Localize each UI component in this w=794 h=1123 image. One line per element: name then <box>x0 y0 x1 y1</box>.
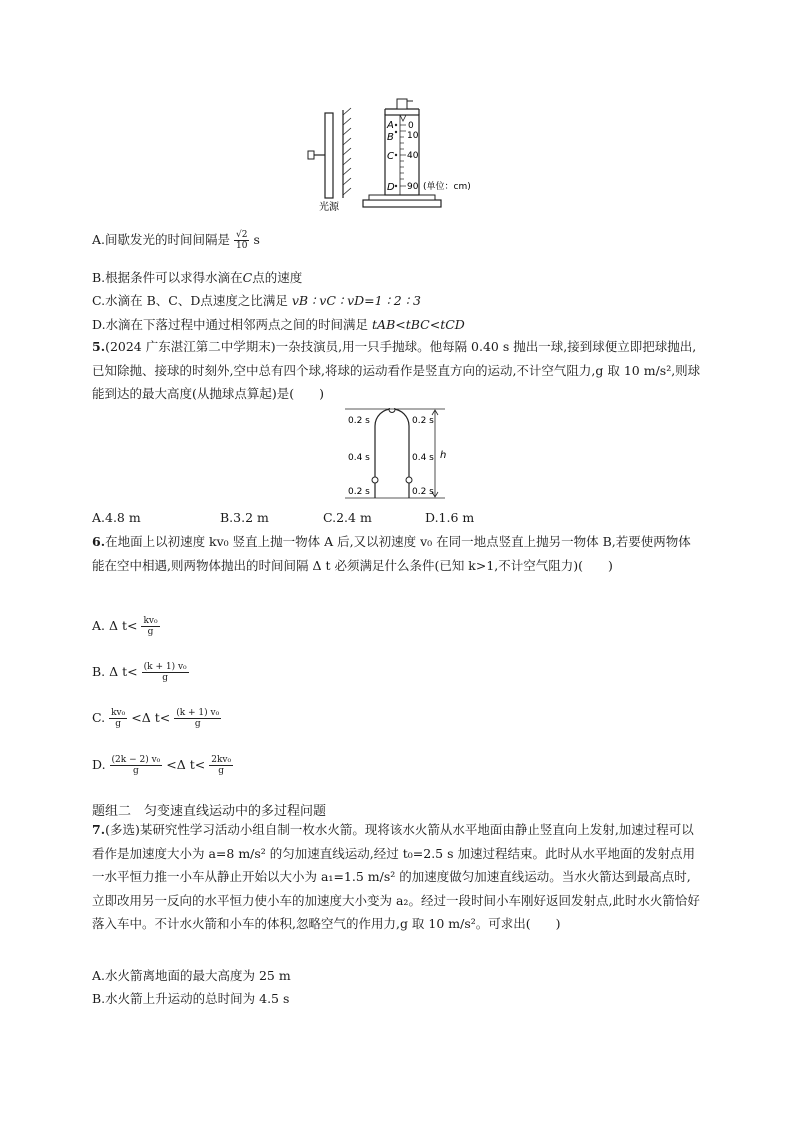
juggling-figure <box>345 408 475 504</box>
q5-option-d: D.1.6 m <box>425 510 475 525</box>
q7-option-a: A.水火箭离地面的最大高度为 25 m <box>92 968 291 983</box>
label-c: C <box>387 151 394 162</box>
q6-option-d-mid: <Δ t< <box>166 757 206 772</box>
label-a: A <box>387 120 394 131</box>
q6-d-numerator-2: 2kv₀ <box>211 755 232 765</box>
q5-option-c: C.2.4 m <box>323 510 372 525</box>
ball-1 <box>372 477 378 483</box>
q6-d-denominator-1: g <box>110 765 163 776</box>
q4-option-a-text: A.间歇发光的时间间隔是 <box>92 232 231 247</box>
unit-label: (单位：cm) <box>423 182 471 192</box>
q6-option-c-mid: <Δ t< <box>131 710 171 725</box>
q7-option-b: B.水火箭上升运动的总时间为 4.5 s <box>92 991 290 1006</box>
q4-option-a <box>92 230 260 251</box>
q6-option-b <box>92 662 189 683</box>
label-b: B <box>387 132 394 143</box>
q6-option-a <box>92 616 160 637</box>
q6-c-denominator-1: g <box>109 718 127 729</box>
q4-option-b-tail: 点的速度 <box>252 270 303 285</box>
q4-option-a-denominator: 10 <box>234 240 249 251</box>
q4-option-d <box>92 315 465 333</box>
q4-option-a-numerator: √2 <box>236 230 248 240</box>
label-d: D <box>387 182 395 193</box>
light-source-body <box>325 113 333 198</box>
q6-d-denominator-2: g <box>209 765 233 776</box>
q6-option-d-label: D. <box>92 757 106 772</box>
q7-number: 7. <box>92 822 106 837</box>
stand-base <box>363 200 441 207</box>
q6-c-numerator-1: kv₀ <box>111 708 126 718</box>
q5-stem <box>92 335 702 406</box>
q4-option-a-fraction <box>234 230 249 251</box>
q5-text: (2024 广东湛江第二中学期末)一杂技演员,用一只手抛球。他每隔 0.40 s 抛出一球,接到球便立即把球抛出,已知除抛、接球的时刻外,空中总有四个球,将球的运动看作是竖直方向的运动,不计空气阻力,g 取 10 m/s²,则球能到达的最大高度(从抛球点算起)是( ) <box>92 339 701 401</box>
q6-option-d <box>92 755 233 776</box>
q5-option-a: A.4.8 m <box>92 510 141 525</box>
q6-text: 在地面上以初速度 kv₀ 竖直上抛一物体 A 后,又以初速度 v₀ 在同一地点竖直上抛另一物体 B,若要使两物体能在空中相遇,则两物体抛出的时间间隔 Δ t 必须满足什么条件(已知 k>1,不计空气阻力)( ) <box>92 534 691 573</box>
q4-option-b-text: B.根据条件可以求得水滴在 <box>92 270 243 285</box>
q6-c-numerator-2: (k + 1) v₀ <box>176 708 220 718</box>
q7-stem <box>92 818 702 936</box>
q6-option-a-label: A. Δ t< <box>92 618 138 633</box>
drop-b <box>395 131 397 133</box>
q6-stem <box>92 530 702 577</box>
q5-number: 5. <box>92 339 106 354</box>
q4-option-c-formula: vB ∶ vC ∶ vD=1 ∶ 2 ∶ 3 <box>291 293 421 308</box>
tick-label-40: 40 <box>407 151 419 161</box>
ball-path <box>375 409 409 498</box>
height-label: h <box>440 450 447 461</box>
fig-right-top: 0.2 s <box>412 416 434 426</box>
drop-d <box>395 185 397 187</box>
fig-left-bot: 0.2 s <box>348 487 370 497</box>
q4-option-d-text: D.水滴在下落过程中通过相邻两点之间的时间满足 <box>92 317 373 332</box>
tick-label-0: 0 <box>408 121 414 131</box>
q4-option-c-text: C.水滴在 B、C、D点速度之比满足 <box>92 293 292 308</box>
q4-option-b-point: C <box>242 270 253 285</box>
q6-a-numerator: kv₀ <box>143 616 158 626</box>
q6-b-denominator: g <box>142 672 189 683</box>
q7-text: (多选)某研究性学习活动小组自制一枚水火箭。现将该水火箭从水平地面由静止竖直向上发射,加速过程可以看作是加速度大小为 a=8 m/s² 的匀加速直线运动,经过 t₀=2.5 s 加速过程结束。此时从水平地面的发射点用一水平恒力推一小车从静止开始以大小为 a₁=1.5 m/s² 的加速度做匀加速直线运动。当水火箭达到最高点时,立即改用另一反向的水平恒力使小车的加速度大小变为 a₂。经过一段时间小车刚好返回发射点,此时水火箭恰好落入车中。不计水火箭和小车的体积,忽略空气的作用力,g 取 10 m/s²。可求出( ) <box>92 822 700 931</box>
q6-a-denominator: g <box>141 626 159 637</box>
faucet <box>397 99 407 109</box>
q6-option-c-label: C. <box>92 710 106 725</box>
q6-b-numerator: (k + 1) v₀ <box>143 662 187 672</box>
q4-option-a-unit: s <box>253 232 260 247</box>
q6-option-d-fraction-1 <box>110 755 163 776</box>
fig-left-mid: 0.4 s <box>348 453 370 463</box>
q4-option-c <box>92 291 421 309</box>
q6-option-d-fraction-2 <box>209 755 233 776</box>
fig-right-mid: 0.4 s <box>412 453 434 463</box>
drip-scale-figure <box>305 95 475 215</box>
q6-number: 6. <box>92 534 106 549</box>
q4-option-d-formula: tAB<tBC<tCD <box>372 317 465 332</box>
q5-option-b: B.3.2 m <box>220 510 269 525</box>
q6-c-denominator-2: g <box>174 718 221 729</box>
q4-option-b <box>92 268 302 286</box>
q6-option-b-fraction <box>142 662 189 683</box>
q6-option-a-fraction <box>141 616 159 637</box>
tick-label-90: 90 <box>407 182 419 192</box>
fig-left-top: 0.2 s <box>348 416 370 426</box>
q6-d-numerator-1: (2k − 2) v₀ <box>111 755 161 765</box>
drop-c <box>395 154 397 156</box>
ball-2 <box>406 477 412 483</box>
q6-option-c-fraction-1 <box>109 708 127 729</box>
drop-a <box>395 124 397 126</box>
q6-option-c-fraction-2 <box>174 708 221 729</box>
section-title: 题组二 匀变速直线运动中的多过程问题 <box>92 804 327 819</box>
fig-right-bot: 0.2 s <box>412 487 434 497</box>
light-source-label: 光源 <box>319 202 339 213</box>
tick-label-10: 10 <box>407 131 419 141</box>
q6-option-b-label: B. Δ t< <box>92 664 138 679</box>
q6-option-c <box>92 708 221 729</box>
